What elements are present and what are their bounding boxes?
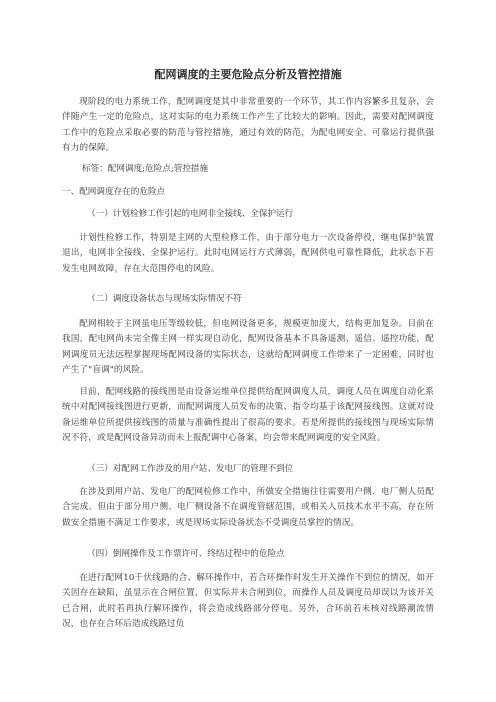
paragraph-2: 配网相较于主网虽电压等级较低，但电网设备更多，规模更加庞大，结构更加复杂。目前在我国，配电网尚未完全像主网一样实现自动化，配网设备基本不具备遥测、遥信、遥控功能，配网调度员无法远程掌握现场配网设备的实际状态，这就给配网调度工作带来了一定困难，同时也产生了"盲调"的风险。 <box>62 319 434 376</box>
subsection-heading-4: （四）倒闸操作及工作票许可、终结过程中的危险点 <box>87 549 285 559</box>
paragraph-5: 在进行配网10千伏线路的合、解环操作中，若合环操作时发生开关操作不到位的情况，如开关因存在缺陷，虽显示在合闸位置，但实际并未合闸到位，而操作人员及调度员却误以为该开关已合闸，此时若再执行解环操作，将会造成线路部分停电。另外，合环前若未核对线路潮流情况，也存在合环后造成线路过负 <box>62 573 434 630</box>
paragraph-1: 计划性检修工作，特别是主网的大型检修工作，由于部分电力一次设备停役，继电保护装置退出，电网非全接线、全保护运行。此时电网运行方式薄弱，配网供电可靠性降低，此状态下若发生电网故障，存在大范围停电的风险。 <box>62 233 434 274</box>
subsection-heading-1: （一）计划检修工作引起的电网非全接线、全保护运行 <box>87 209 294 219</box>
paragraph-3: 目前，配网线路的接线图是由设备运维单位提供给配网调度人员，调度人员在调度自动化系统中对配网接线图进行更新，而配网调度人员发布的决策、指令均基于该配网接线图。这就对设备运维单位所提供接线图的质量与准确性提出了很高的要求。若是所提供的接线图与现场实际情况不符，或是配网设备异动而未上报配调中心备案，均会带来配网调度的安全风险。 <box>62 387 434 444</box>
paragraph-4: 在涉及到用户站、发电厂的配网检修工作中，所做安全措施往往需要用户侧、电厂侧人员配合完成。但由于部分用户侧、电厂侧设备不在调度管辖范围，或相关人员技术水平不高，存在所做安全措施不满足工作要求，或是现场实际设备状态不受调度员掌控的情况。 <box>62 487 434 528</box>
abstract-paragraph: 现阶段的电力系统工作，配网调度是其中非常重要的一个环节，其工作内容繁多且复杂，会伴随产生一定的危险点，这对实际的电力系统工作产生了比较大的影响。因此，需要对配网调度工作中的危险点采取必要的防范与管控措施，通过有效的防范，为配电网安全、可靠运行提供强有力的保障。 <box>62 97 434 154</box>
subsection-heading-3: （三）对配网工作涉及的用户站、发电厂的管理不到位 <box>87 464 294 474</box>
section-heading-1: 一、配网调度存在的危险点 <box>62 187 166 197</box>
keywords-line: 标签：配网调度;危险点;管控措施 <box>82 164 209 174</box>
document-title: 配网调度的主要危险点分析及管控措施 <box>154 68 342 81</box>
subsection-heading-2: （二）调度设备状态与现场实际情况不符 <box>87 294 242 304</box>
